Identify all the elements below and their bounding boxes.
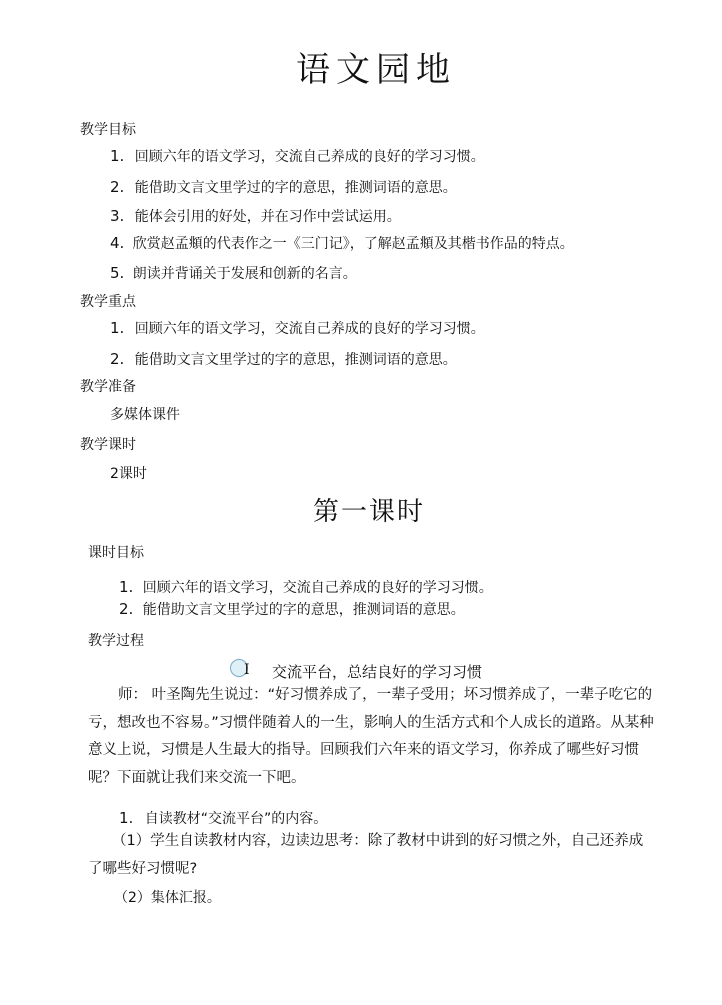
goal-item-1 [110, 146, 485, 166]
goal-number: 1. [110, 147, 125, 165]
goal-item-5 [110, 263, 357, 283]
goal-text: 能借助文言文里学过的字的意思，推测词语的意思。 [134, 180, 457, 196]
focus-number: 1. [110, 319, 125, 337]
section-heading-lesson-goals: 课时目标 [88, 545, 144, 561]
section-heading-process: 教学过程 [88, 633, 144, 649]
focus-item-1 [110, 318, 485, 338]
section-heading-goals: 教学目标 [80, 122, 136, 138]
lesson-goal-number: 2. [119, 600, 134, 618]
lesson-goal-item-2 [119, 599, 465, 619]
step-title: 交流平台，总结良好的学习习惯 [272, 663, 483, 681]
goal-number: 4. [110, 234, 125, 252]
sub-step-2: （2）集体汇报。 [114, 890, 221, 906]
goal-item-3 [110, 206, 401, 226]
lesson-goal-text: 回顾六年的语文学习，交流自己养成的良好的学习习惯。 [142, 580, 493, 596]
task-text: 自读教材“交流平台”的内容。 [144, 811, 328, 827]
prep-text: 多媒体课件 [110, 407, 180, 423]
intro-paragraph: 师： 叶圣陶先生说过：“好习惯养成了，一辈子受用；坏习惯养成了，一辈子吃它的亏，想改也不容易。”习惯伴随着人的一生，影响人的生活方式和个人成长的道路。从某种意义上说，习惯是人生最大的指导。回顾我们六年来的语文学习，你养成了哪些好习惯呢？下面就让我们来交流一下吧。 [88, 687, 654, 786]
lesson-goal-number: 1. [119, 578, 134, 596]
goal-number: 2. [110, 178, 125, 196]
focus-number: 2. [110, 350, 125, 368]
goal-text: 朗读并背诵关于发展和创新的名言。 [132, 266, 357, 282]
page-title: 语文园地 [296, 50, 456, 90]
goal-item-2 [110, 177, 457, 197]
hours-text: 2课时 [110, 466, 147, 482]
section-heading-focus: 教学重点 [80, 294, 136, 310]
goal-text: 欣赏赵孟頫的代表作之一《三门记》，了解赵孟頫及其楷书作品的特点。 [132, 236, 574, 252]
lesson-goal-text: 能借助文言文里学过的字的意思，推测词语的意思。 [142, 602, 465, 618]
section-heading-hours: 教学课时 [80, 437, 136, 453]
goal-text: 能体会引用的好处，并在习作中尝试运用。 [134, 209, 401, 225]
section-heading-prep: 教学准备 [80, 379, 136, 395]
lesson-title: 第一课时 [313, 497, 426, 527]
goal-number: 3. [110, 207, 125, 225]
task-number: 1. [119, 809, 134, 827]
goal-item-4 [110, 233, 574, 253]
task-item-1 [119, 808, 327, 828]
focus-text: 能借助文言文里学过的字的意思，推测词语的意思。 [134, 352, 457, 368]
goal-text: 回顾六年的语文学习，交流自己养成的良好的学习习惯。 [134, 149, 485, 165]
focus-item-2 [110, 349, 457, 369]
step-marker: I [244, 662, 250, 678]
goal-number: 5. [110, 264, 125, 282]
lesson-goal-item-1 [119, 577, 493, 597]
sub-step-1: （1）学生自读教材内容，边读边思考：除了教材中讲到的好习惯之外，自己还养成了哪些好习惯呢? [88, 833, 644, 877]
focus-text: 回顾六年的语文学习，交流自己养成的良好的学习习惯。 [134, 321, 485, 337]
